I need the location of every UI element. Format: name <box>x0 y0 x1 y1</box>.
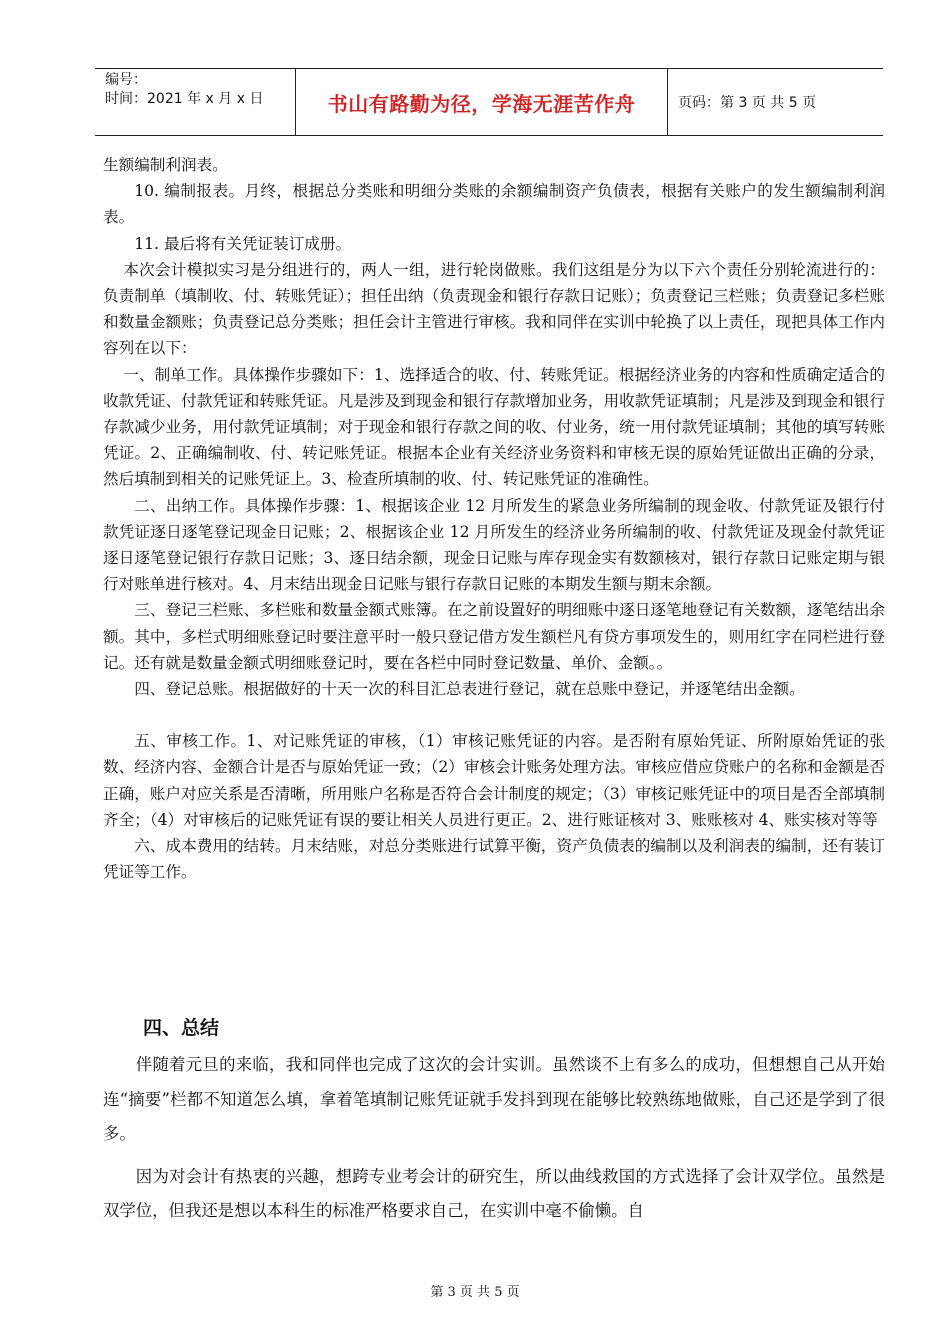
paragraph: 因为对会计有热衷的兴趣，想跨专业考会计的研究生，所以曲线救国的方式选择了会计双学位。虽然是双学位，但我还是想以本科生的标准严格要求自己，在实训中毫不偷懒。自 <box>103 1166 885 1220</box>
document-header <box>95 68 883 136</box>
paragraph: 三、登记三栏账、多栏账和数量金额式账簿。在之前设置好的明细账中逐日逐笔地登记有关数额，逐笔结出余额。其中，多栏式明细账登记时要注意平时一般只登记借方发生额栏凡有贷方事项发生的，则用红字在同栏进行登记。还有就是数量金额式明细账登记时，要在各栏中同时登记数量、单价、金额。。 <box>103 601 885 672</box>
summary-section <box>103 1048 885 1229</box>
time-label: 时间：2021 年 x 月 x 日 <box>105 91 264 107</box>
paragraph: 10. 编制报表。月终，根据总分类账和明细分类账的余额编制资产负债表，根据有关账户的发生额编制利润表。 <box>103 182 885 227</box>
header-page-label: 页码：第 3 页 共 5 页 <box>678 95 817 111</box>
document-body <box>103 152 885 885</box>
paragraph: 伴随着元旦的来临，我和同伴也完成了这次的会计实训。虽然谈不上有多么的成功，但想想自己从开始连“摘要”栏都不知道怎么填，拿着笔填制记账凭证就手发抖到现在能够比较熟练地做账，自己还是学到了很多。 <box>103 1055 885 1143</box>
header-motto: 书山有路勤为径，学海无涯苦作舟 <box>295 69 668 135</box>
paragraph: 生额编制利润表。 <box>103 156 228 174</box>
paragraph: 二、出纳工作。具体操作步骤：1、根据该企业 12 月所发生的紧急业务所编制的现金收、付款凭证及银行付款凭证逐日逐笔登记现金日记账；2、根据该企业 12 月所发生的经济业务所编制的收、付款凭证及现金付款凭证逐日逐笔登记银行存款日记账；3、逐日结余额，现金日记账与库存现金实有数额核对，银行存款日记账定期与银行对账单进行核对。4、月末结出现金日记账与银行存款日记账的本期发生额与期末余额。 <box>103 496 885 594</box>
header-meta <box>95 69 295 135</box>
paragraph: 本次会计模拟实习是分组进行的，两人一组，进行轮岗做账。我们这组是分为以下六个责任分别轮流进行的：负责制单（填制收、付、转账凭证）；担任出纳（负责现金和银行存款日记账）；负责登记三栏账；负责登记多栏账和数量金额账；负责登记总分类账；担任会计主管进行审核。我和同伴在实训中轮换了以上责任，现把具体工作内容列在以下： <box>103 260 885 358</box>
paragraph: 11. 最后将有关凭证装订成册。 <box>134 234 352 253</box>
section-heading: 四、总结 <box>143 1017 220 1039</box>
paragraph: 四、登记总账。根据做好的十天一次的科目汇总表进行登记，就在总账中登记，并逐笔结出金额。 <box>134 680 805 699</box>
page-footer: 第 3 页 共 5 页 <box>430 1285 520 1300</box>
paragraph: 一、制单工作。具体操作步骤如下：1、选择适合的收、付、转账凭证。根据经济业务的内容和性质确定适合的收款凭证、付款凭证和转账凭证。凡是涉及到现金和银行存款增加业务，用收款凭证填制；凡是涉及到现金和银行存款减少业务，用付款凭证填制；对于现金和银行存款之间的收、付业务，统一用付款凭证填制；其他的填写转账凭证。2、正确编制收、付、转记账凭证。根据本企业有关经济业务资料和审核无误的原始凭证做出正确的分录，然后填制到相关的记账凭证上。3、检查所填制的收、付、转记账凭证的准确性。 <box>103 365 885 489</box>
serial-label: 编号： <box>105 72 147 88</box>
paragraph: 五、审核工作。1、对记账凭证的审核，（1）审核记账凭证的内容。是否附有原始凭证、所附原始凭证的张数、经济内容、金额合计是否与原始凭证一致；（2）审核会计账务处理方法。审核应借应贷账户的名称和金额是否正确，账户对应关系是否清晰，所用账户名称是否符合会计制度的规定；（3）审核记账凭证中的项目是否全部填制齐全；（4）对审核后的记账凭证有误的要让相关人员进行更正。2、进行账证核对 3、账账核对 4、账实核对等等 <box>103 732 885 829</box>
paragraph: 六、成本费用的结转。月末结账，对总分类账进行试算平衡，资产负债表的编制以及利润表的编制，还有装订凭证等工作。 <box>103 837 885 882</box>
